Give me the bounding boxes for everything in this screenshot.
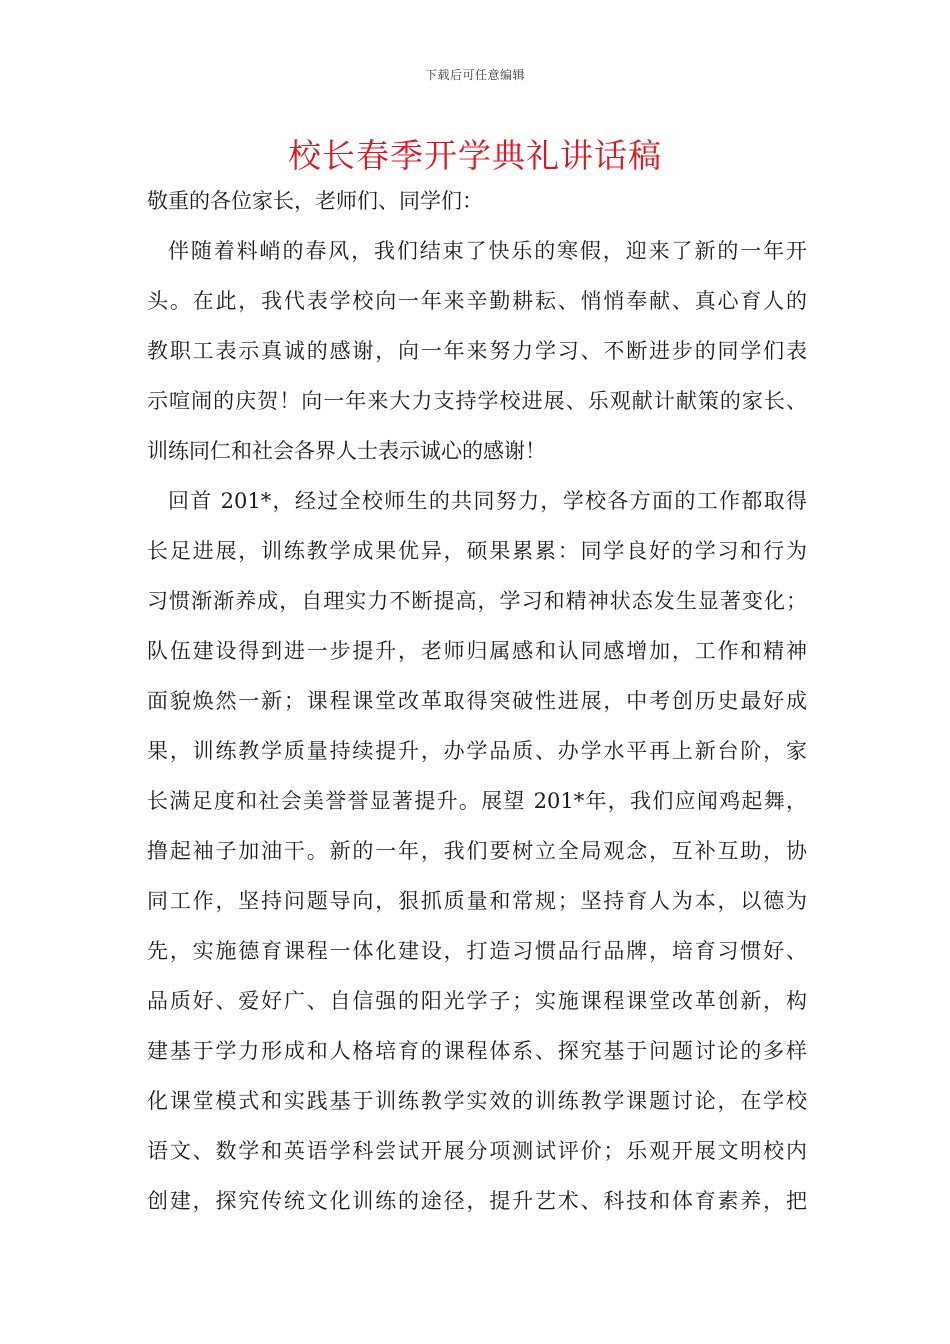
document-body: [147, 183, 807, 1233]
paragraph-line: 撸起袖子加油干。新的一年，我们要树立全局观念，互补互助，协: [147, 839, 807, 863]
paragraph-line: 头。在此，我代表学校向一年来辛勤耕耘、悄悄奉献、真心育人的: [147, 289, 807, 313]
paragraph-line: 同工作，坚持问题导向，狠抓质量和常规；坚持育人为本，以德为: [147, 889, 807, 913]
paragraph-line: 语文、数学和英语学科尝试开展分项测试评价；乐观开展文明校内: [147, 1139, 807, 1163]
paragraph-line: 品质好、爱好广、自信强的阳光学子；实施课程课堂改革创新，构: [147, 989, 807, 1013]
paragraph-line: 先，实施德育课程一体化建设，打造习惯品行品牌，培育习惯好、: [147, 939, 807, 963]
paragraph-line: 队伍建设得到进一步提升，老师归属感和认同感增加，工作和精神: [147, 639, 807, 663]
paragraph-line: 习惯渐渐养成，自理实力不断提高，学习和精神状态发生显著变化；: [147, 589, 807, 613]
paragraph-line: 训练同仁和社会各界人士表示诚心的感谢！: [147, 439, 546, 463]
paragraph-line: 教职工表示真诚的感谢，向一年来努力学习、不断进步的同学们表: [147, 339, 807, 363]
paragraph-line: 长足进展，训练教学成果优异，硕果累累：同学良好的学习和行为: [147, 539, 807, 563]
paragraph-1: [147, 233, 807, 483]
paragraph-line: 回首 201*，经过全校师生的共同努力，学校各方面的工作都取得: [168, 489, 807, 513]
paragraph-line: 示喧闹的庆贺！向一年来大力支持学校进展、乐观献计献策的家长、: [147, 389, 807, 413]
greeting-line: 敬重的各位家长，老师们、同学们：: [147, 189, 483, 213]
paragraph-line: 创建，探究传统文化训练的途径，提升艺术、科技和体育素养，把: [147, 1189, 807, 1213]
document-title: 校长春季开学典礼讲话稿: [288, 136, 662, 175]
paragraph-line: 长满足度和社会美誉誉显著提升。展望 201*年，我们应闻鸡起舞，: [147, 789, 807, 813]
paragraph-line: 建基于学力形成和人格培育的课程体系、探究基于问题讨论的多样: [147, 1039, 807, 1063]
paragraph-line: 面貌焕然一新；课程课堂改革取得突破性进展，中考创历史最好成: [147, 689, 807, 713]
paragraph-2: [147, 483, 807, 1233]
paragraph-line: 伴随着料峭的春风，我们结束了快乐的寒假，迎来了新的一年开: [168, 239, 807, 263]
header-note: 下载后可任意编辑: [424, 68, 525, 82]
paragraph-line: 果，训练教学质量持续提升，办学品质、办学水平再上新台阶，家: [147, 739, 807, 763]
paragraph-line: 化课堂模式和实践基于训练教学实效的训练教学课题讨论，在学校: [147, 1089, 807, 1113]
